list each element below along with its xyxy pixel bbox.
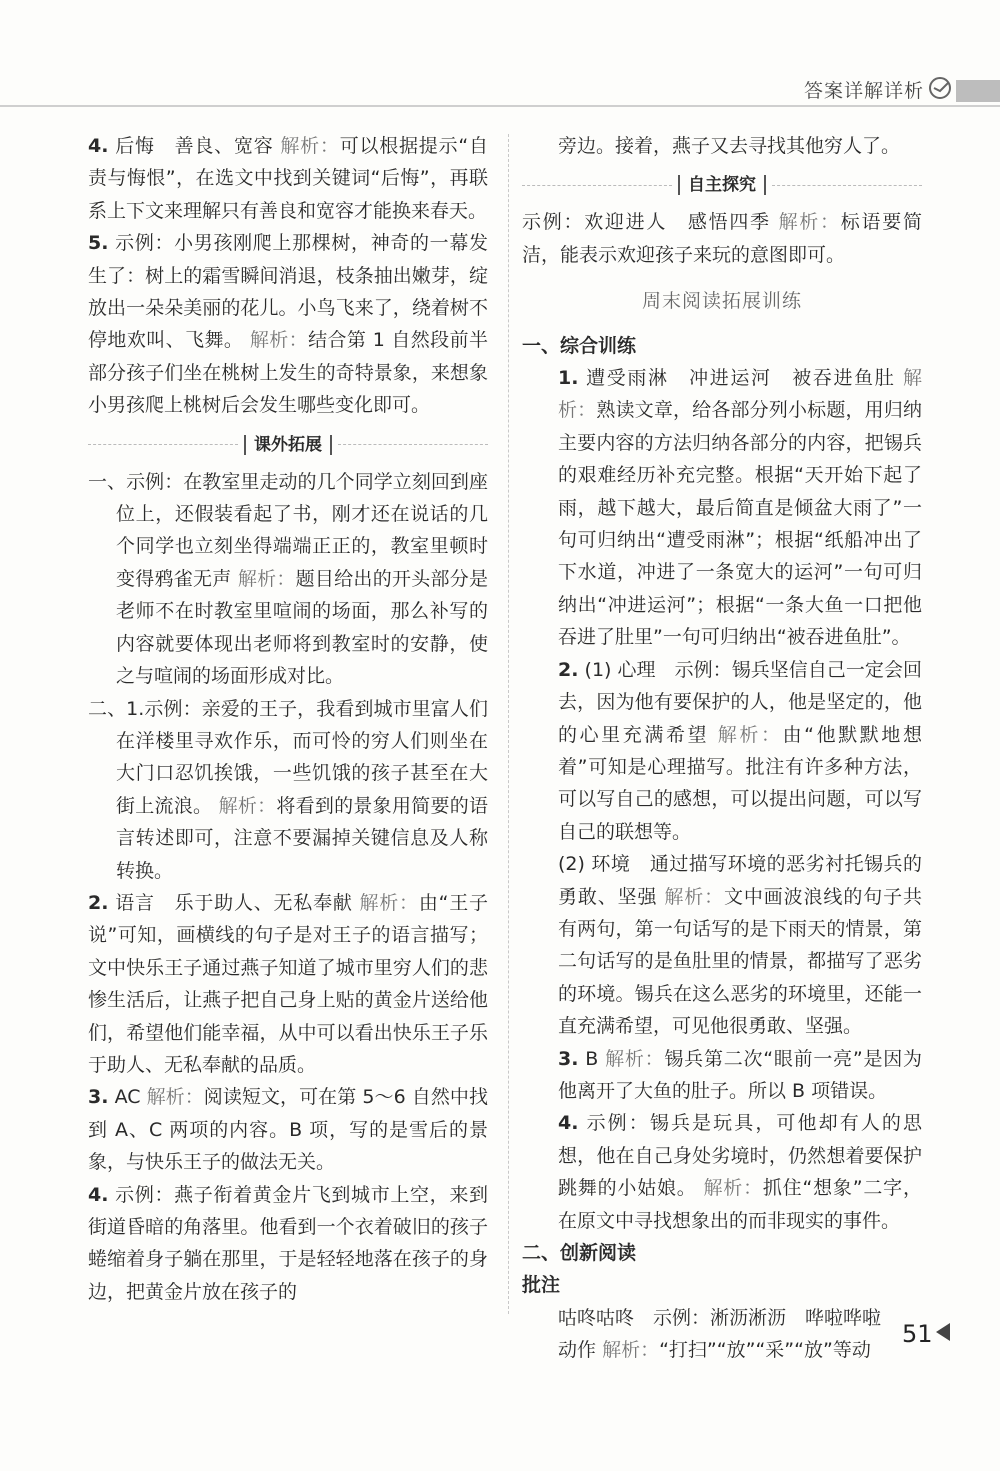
answer-text: 遭受雨淋 冲进运河 被吞进鱼肚 <box>586 367 896 390</box>
answer-r4 <box>522 1107 922 1237</box>
analysis-label: 解析： <box>218 794 277 817</box>
answer-text: 示例：小男孩刚爬上那棵树，神奇的一幕发生了：树上的霜雪瞬间消退，枝条抽出嫩芽，绽放出一朵朵美丽的花儿。小鸟飞来了，绕着树不停地欢叫、飞舞。 <box>88 232 488 352</box>
analysis-text: 结合第 1 自然段前半部分孩子们坐在桃树上发生的奇特景象，来想象小男孩爬上桃树后会发生哪些变化即可。 <box>88 329 488 417</box>
analysis-label: 解析： <box>146 1086 204 1109</box>
book-icon <box>928 76 954 100</box>
annotation-answer-1: 咕咚咕咚 示例：淅沥淅沥 哗啦哗啦 <box>558 1306 882 1329</box>
answer-text: AC <box>114 1086 141 1109</box>
question-number: 3. <box>88 1086 109 1109</box>
section-title: 课外拓展 <box>244 435 332 455</box>
answer-text: 示例：亲爱的王子，我看到城市里富人们在洋楼里寻欢作乐，而可怜的穷人们则坐在大门口忍饥挨饿，一些饥饿的孩子甚至在大街上流浪。 <box>116 697 488 817</box>
answer-text: (1) 心理 示例：锡兵坚信自己一定会回去，因为他有要保护的人，他是坚定的，他的心里充满希望 <box>558 658 922 746</box>
analysis-text: 抓住“想象”二字，在原文中寻找想象出的而非现实的事件。 <box>558 1177 922 1232</box>
answer-text: 语言 乐于助人、无私奉献 <box>115 891 353 914</box>
question-number: 1. <box>558 367 579 390</box>
answer-explore <box>522 206 922 271</box>
analysis-text: 可以根据提示“自责与悔恨”，在选文中找到关键词“后悔”，再联系上下文来理解只有善良和宽容才能换来春天。 <box>88 135 488 222</box>
analysis-text: 锡兵第二次“眼前一亮”是因为他离开了大鱼的肚子。所以 B 项错误。 <box>558 1047 923 1102</box>
continued-text: 旁边。接着，燕子又去寻找其他穷人了。 <box>558 135 901 157</box>
answer-r1 <box>522 362 922 654</box>
answer-text: 示例：在教室里走动的几个同学立刻回到座位上，还假装看起了书，刚才还在说话的几个同学也立刻坐得端端正正的，教室里顿时变得鸦雀无声 <box>116 470 488 590</box>
analysis-text: “打扫”“放”“采”“放”等动 <box>659 1339 871 1362</box>
answer-text: 示例：燕子衔着黄金片飞到城市上空，来到街道昏暗的角落里。他看到一个衣着破旧的孩子蜷缩着身子躺在那里，于是轻轻地落在孩子的身边，把黄金片放在孩子的 <box>88 1183 488 1303</box>
answer-part2-q3 <box>88 1081 488 1178</box>
analysis-label: 解析： <box>717 723 783 746</box>
analysis-label: 解析： <box>249 329 309 352</box>
analysis-label: 解析： <box>605 1047 665 1070</box>
header-rule <box>0 105 1000 107</box>
section-header-extracurricular <box>88 434 488 456</box>
analysis-label: 解析： <box>602 1339 660 1362</box>
analysis-label: 解析： <box>664 885 725 908</box>
header-tab <box>956 80 1000 102</box>
column-divider <box>508 134 509 1314</box>
question-number: 4. <box>558 1112 579 1135</box>
part1-title: 一、综合训练 <box>522 334 637 357</box>
analysis-label: 解析： <box>778 211 841 234</box>
right-column <box>522 130 922 1367</box>
weekend-title: 周末阅读拓展训练 <box>641 290 802 313</box>
answer-text: 动作 <box>558 1339 597 1362</box>
analysis-text: 熟读文章，给各部分列小标题，用归纳主要内容的方法归纳各部分的内容，把锡兵的艰难经历补充完整。根据“天开始下起了雨，越下越大，最后简直是倾盆大雨了”一句可归纳出“遭受雨淋”；根据“纸船冲出了下水道，冲进了一条宽大的运河”一句可归纳出“冲进运河”；根据“一条大鱼一口把他吞进了肚里”一句可归纳出“被吞进鱼肚”。 <box>558 399 922 649</box>
question-number: 5. <box>88 232 109 255</box>
analysis-text: 将看到的景象用简要的语言转述即可，注意不要漏掉关键信息及人称转换。 <box>116 794 488 882</box>
analysis-label: 解析： <box>280 135 340 157</box>
answer-part2-q4 <box>88 1179 488 1309</box>
section-title: 自主探究 <box>678 175 766 195</box>
page-number: 51 <box>902 1320 933 1348</box>
question-number: 4. <box>88 135 109 157</box>
analysis-text: 由“他默默地想着”可知是心理描写。批注有许多种方法，可以写自己的感想，可以提出问题，可以写自己的联想等。 <box>558 723 922 843</box>
answer-part2-q1 <box>88 693 488 887</box>
question-number: 2. <box>88 891 109 914</box>
answer-part1 <box>88 466 488 693</box>
analysis-label: 解析： <box>237 567 296 590</box>
analysis-text: 由“王子说”可知，画横线的句子是对王子的语言描写；文中快乐王子通过燕子知道了城市里穷人们的悲惨生活后，让燕子把自己身上贴的黄金片送给他们，希望他们能幸福，从中可以看出快乐王子乐于助人、无私奉献的品质。 <box>88 891 488 1076</box>
answer-q5 <box>88 227 488 421</box>
section-header-self-explore <box>522 174 922 196</box>
analysis-label: 解析： <box>359 891 419 914</box>
question-number: 2. <box>558 658 579 681</box>
answer-r2a <box>522 654 922 848</box>
question-number: 二、1. <box>88 697 145 720</box>
analysis-label: 解析： <box>558 367 922 422</box>
analysis-text: 文中画波浪线的句子共有两句，第一句话写的是下雨天的情景，第二句话写的是鱼肚里的情景，都描写了恶劣的环境。锡兵在这么恶劣的环境里，还能一直充满希望，可见他很勇敢、坚强。 <box>558 885 922 1038</box>
annotation-title: 批注 <box>522 1274 561 1297</box>
part2-title: 二、创新阅读 <box>522 1242 637 1264</box>
annotation-answer-2 <box>522 1334 922 1366</box>
answer-text: 后悔 善良、宽容 <box>115 135 274 157</box>
left-column <box>88 130 488 1308</box>
answer-r2b <box>522 848 922 1042</box>
answer-text: B <box>585 1047 599 1070</box>
analysis-text: 标语要简洁，能表示欢迎孩子来玩的意图即可。 <box>522 211 922 266</box>
analysis-label: 解析： <box>703 1177 763 1200</box>
answer-text: 示例：欢迎进人 感悟四季 <box>522 211 771 234</box>
analysis-text: 题目给出的开头部分是老师不在时教室里喧闹的场面，那么补写的内容就要体现出老师将到教室时的安静，使之与喧闹的场面形成对比。 <box>116 567 488 688</box>
answer-text: (2) 环境 通过描写环境的恶劣衬托锡兵的勇敢、坚强 <box>558 853 922 908</box>
question-number: 4. <box>88 1183 109 1206</box>
answer-part2-q2 <box>88 887 488 1081</box>
header-title: 答案详解详析 <box>803 80 924 102</box>
question-number: 3. <box>558 1047 579 1070</box>
question-number: 一、 <box>88 470 127 493</box>
answer-r3 <box>522 1043 922 1108</box>
page-arrow-icon <box>936 1323 950 1341</box>
analysis-text: 阅读短文，可在第 5～6 自然中找到 A、C 两项的内容。B 项，写的是雪后的景象，与快乐王子的做法无关。 <box>88 1086 488 1174</box>
answer-text: 示例：锡兵是玩具，可他却有人的思想，他在自己身处劣境时，仍然想着要保护跳舞的小姑娘。 <box>558 1112 922 1200</box>
answer-q4 <box>88 130 488 227</box>
